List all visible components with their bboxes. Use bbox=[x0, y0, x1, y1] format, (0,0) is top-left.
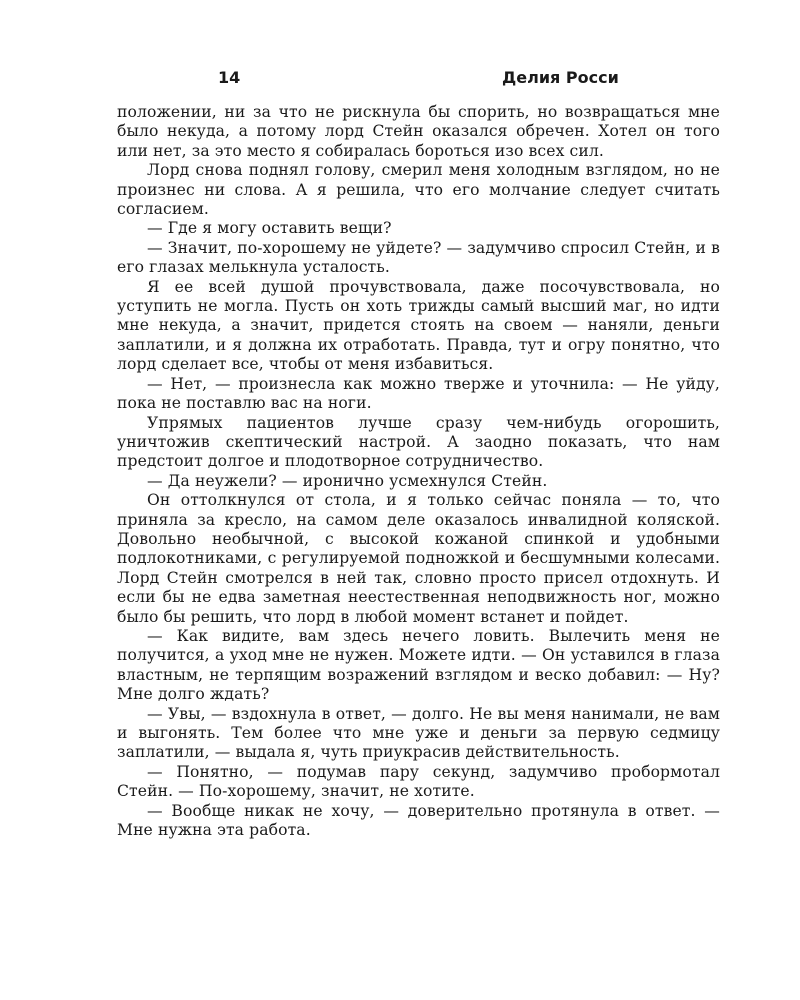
paragraph: Упрямых пациентов лучше сразу чем-нибудь огорошить, уничтожив скептический настрой. А заодно показать, что нам предстоит долгое и плодотворное сотрудничество. bbox=[117, 413, 720, 471]
dialogue-line: — Да неужели? — иронично усмехнулся Стейн. bbox=[147, 471, 548, 490]
running-header bbox=[0, 68, 800, 92]
dialogue-line: — Вообще никак не хочу, — доверительно протянула в ответ. — Мне нужна эта работа. bbox=[117, 801, 720, 840]
book-page-text bbox=[117, 103, 720, 840]
running-title: Делия Росси bbox=[502, 68, 619, 87]
dialogue-line: — Увы, — вздохнула в ответ, — долго. Не вы меня нанимали, не вам и выгонять. Тем более что мне уже и деньги за первую седмицу заплатили, — выдала я, чуть приукрасив действительность. bbox=[117, 704, 720, 762]
paragraph: Я ее всей душой прочувствовала, даже посочувствовала, но уступить не могла. Пусть он хоть трижды самый высший маг, но идти мне некуда, а значит, придется стоять на своем — наняли, деньги заплатили, и я должна их отработать. Правда, тут и огру понятно, что лорд сделает все, чтобы от меня избавиться. bbox=[117, 277, 720, 374]
dialogue-line: — Нет, — произнесла как можно тверже и уточнила: — Не уйду, пока не поставлю вас на ноги. bbox=[117, 374, 720, 413]
dialogue-line: — Как видите, вам здесь нечего ловить. Вылечить меня не получится, а уход мне не нужен. Можете идти. — Он уставился в глаза властным, не терпящим возражений взглядом и веско добавил: — Ну? Мне долго ждать? bbox=[117, 626, 720, 704]
dialogue-line: — Понятно, — подумав пару секунд, задумчиво пробормотал Стейн. — По-хорошему, значит, не хотите. bbox=[117, 762, 720, 801]
page-number: 14 bbox=[218, 68, 241, 87]
dialogue-line: — Значит, по-хорошему не уйдете? — задумчиво спросил Стейн, и в его глазах мелькнула усталость. bbox=[117, 238, 720, 277]
dialogue-line: — Где я могу оставить вещи? bbox=[147, 219, 392, 238]
paragraph: положении, ни за что не рискнула бы спорить, но возвращаться мне было некуда, а потому лорд Стейн оказался обречен. Хотел он того или нет, за это место я собиралась бороться изо всех сил. bbox=[117, 103, 720, 160]
paragraph: Лорд снова поднял голову, смерил меня холодным взглядом, но не произнес ни слова. А я решила, что его молчание следует считать согласием. bbox=[117, 161, 720, 219]
paragraph: Он оттолкнулся от стола, и я только сейчас поняла — то, что приняла за кресло, на самом деле оказалось инвалидной коляской. Довольно необычной, с высокой кожаной спинкой и удобными подлокотниками, с регулируемой подножкой и бесшумными колесами. Лорд Стейн смотрелся в ней так, словно просто присел отдохнуть. И если бы не едва заметная неестественная неподвижность ног, можно было бы решить, что лорд в любой момент встанет и пойдет. bbox=[117, 491, 720, 626]
